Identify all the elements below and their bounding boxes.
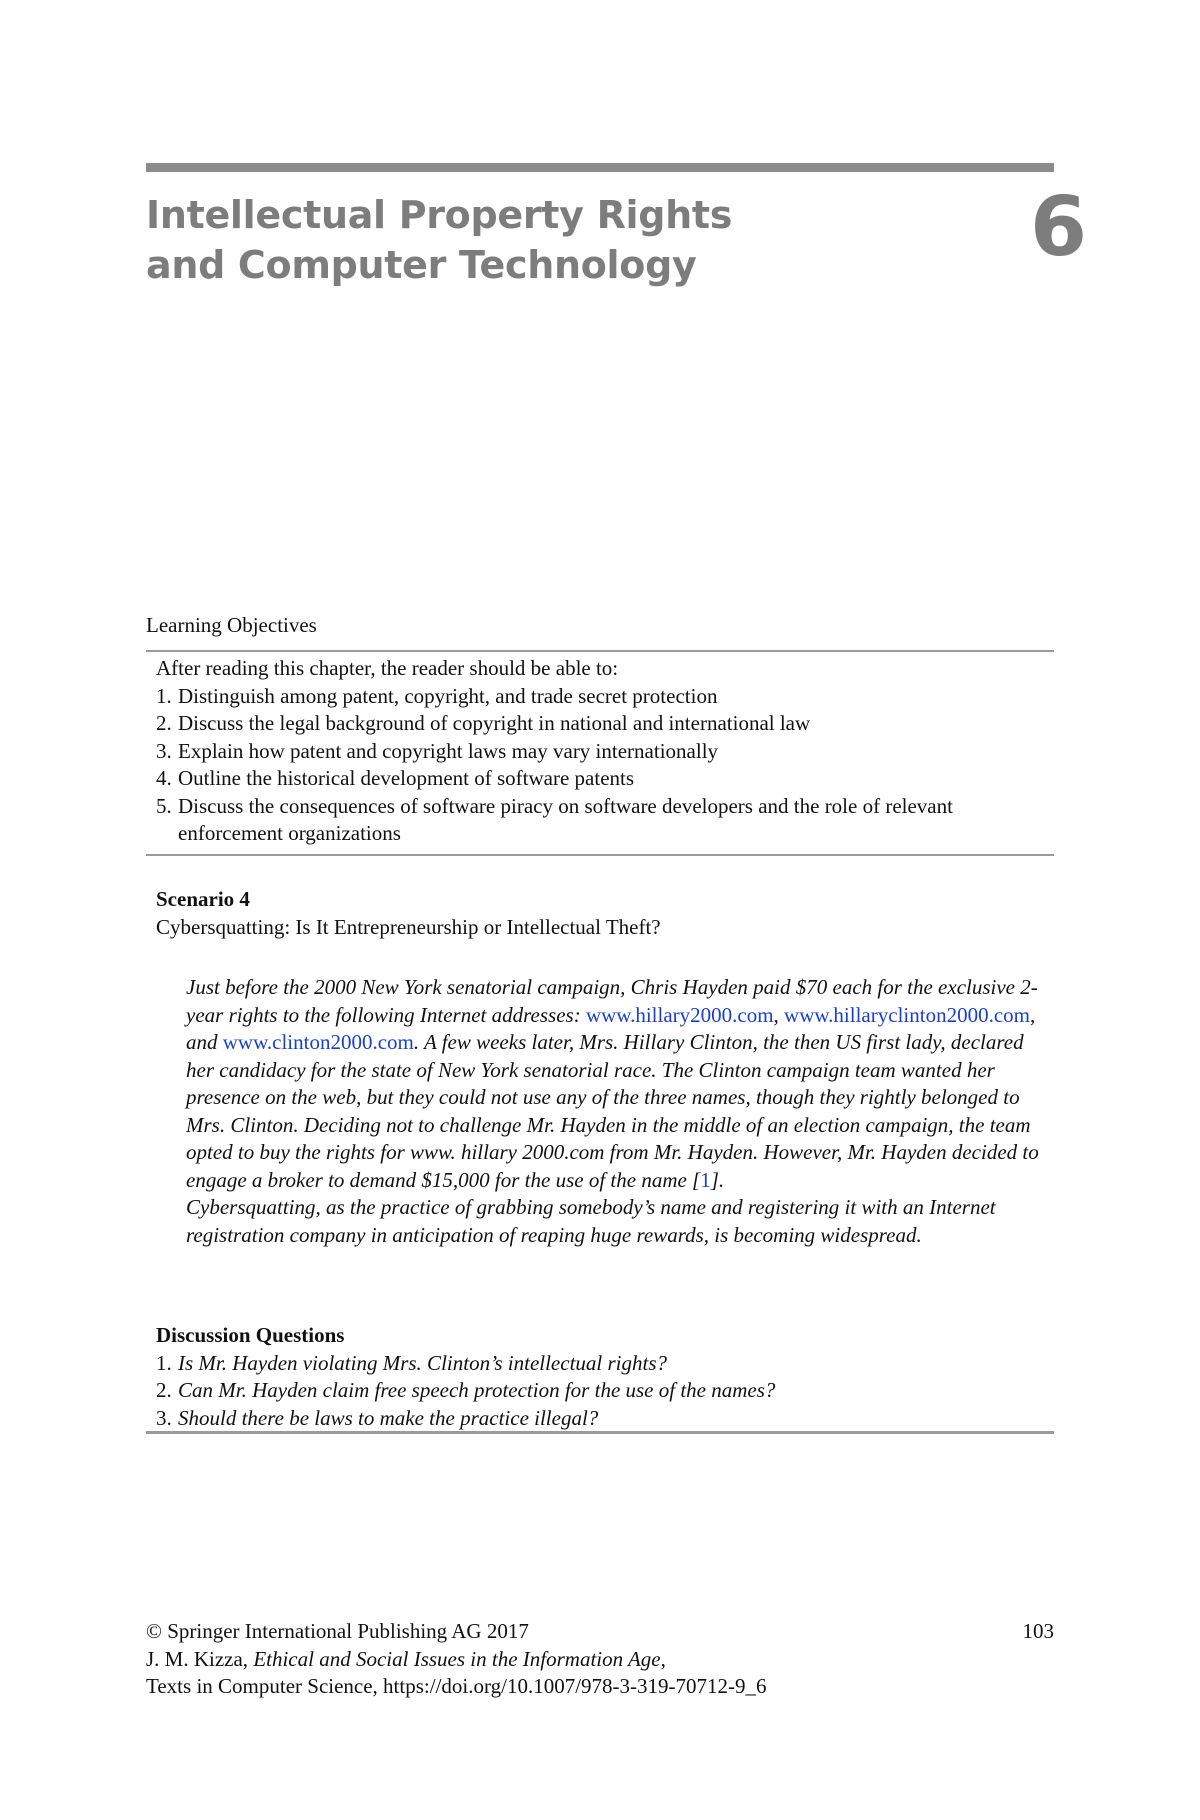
list-item [156, 765, 1052, 793]
list-item [156, 1405, 1052, 1433]
learning-objectives-label: Learning Objectives [146, 613, 317, 637]
citation-punct: , [660, 1646, 666, 1671]
scenario-text: ]. [710, 1167, 725, 1192]
discussion-questions [156, 1322, 1052, 1432]
learning-objectives-top-rule [146, 650, 1054, 652]
list-item-text: Should there be laws to make the practice illegal? [178, 1405, 599, 1430]
copyright-line: © Springer International Publishing AG 2017 [146, 1619, 529, 1643]
scenario-body [186, 974, 1052, 1249]
scenario-paragraph-1 [186, 974, 1052, 1194]
chapter-title-line-2: and Computer Technology [146, 243, 697, 287]
list-item-number: 2. [156, 1378, 172, 1402]
scenario-header [156, 886, 1052, 941]
series-doi-line: Texts in Computer Science, https://doi.org/10.1007/978-3-319-70712-9_6 [146, 1674, 767, 1698]
list-item-number: 2. [156, 711, 172, 735]
list-item [156, 710, 1052, 738]
citation-line [146, 1646, 1054, 1674]
list-item-number: 1. [156, 1350, 172, 1375]
chapter-title [146, 190, 906, 290]
citation-author: J. M. Kizza, [146, 1646, 254, 1671]
scenario-text: Just before the 2000 New York senatorial campaign, Chris Hayden paid $70 each for the exclusive 2-year rights to the following Internet addresses: [186, 975, 1038, 1027]
link-clinton2000[interactable]: www.clinton2000.com [222, 1030, 414, 1054]
scenario-text: , [773, 1002, 785, 1027]
citation-book-title: Ethical and Social Issues in the Information Age [253, 1646, 661, 1671]
list-item [156, 738, 1052, 766]
learning-objectives-bottom-rule [146, 854, 1054, 856]
list-item-text: Can Mr. Hayden claim free speech protection for the use of the names? [178, 1378, 776, 1402]
scenario-subtitle: Cybersquatting: Is It Entrepreneurship or Intellectual Theft? [156, 914, 661, 939]
list-item-text: Discuss the consequences of software piracy on software developers and the role of relevant enforcement organizations [178, 793, 953, 845]
discussion-bottom-rule [146, 1431, 1054, 1434]
discussion-questions-title: Discussion Questions [156, 1323, 345, 1347]
learning-objectives-box [156, 655, 1052, 848]
list-item-number: 3. [156, 1405, 172, 1430]
page-number: 103 [1022, 1619, 1054, 1643]
learning-objectives-intro: After reading this chapter, the reader should be able to: [156, 656, 619, 680]
learning-objectives-list [156, 683, 1052, 848]
list-item-number: 4. [156, 766, 172, 790]
list-item-text: Discuss the legal background of copyright in national and international law [178, 711, 811, 735]
list-item-text: Outline the historical development of software patents [178, 766, 635, 790]
list-item-text: Explain how patent and copyright laws may vary internationally [178, 738, 719, 763]
discussion-questions-list [156, 1350, 1052, 1433]
page-footer [146, 1618, 1054, 1701]
scenario-text: , and [186, 1002, 1036, 1054]
list-item-number: 5. [156, 793, 172, 818]
list-item [156, 1377, 1052, 1405]
link-hillaryclinton2000[interactable]: www.hillaryclinton2000.com [784, 1002, 1030, 1027]
list-item-number: 1. [156, 683, 172, 708]
list-item [156, 683, 1052, 711]
link-hillary2000[interactable]: www.hillary2000.com [585, 1002, 774, 1027]
chapter-title-line-1: Intellectual Property Rights [146, 193, 733, 237]
list-item-text: Is Mr. Hayden violating Mrs. Clinton’s intellectual rights? [178, 1350, 668, 1375]
scenario-title: Scenario 4 [156, 887, 250, 911]
list-item [156, 1350, 1052, 1378]
chapter-top-rule [146, 163, 1054, 172]
list-item-text: Distinguish among patent, copyright, and trade secret protection [178, 683, 718, 708]
list-item-number: 3. [156, 738, 172, 763]
scenario-paragraph-2: Cybersquatting, as the practice of grabbing somebody’s name and registering it with an Internet registration company in anticipation of reaping huge rewards, is becoming widespread. [186, 1195, 996, 1247]
reference-link[interactable]: 1 [700, 1167, 711, 1192]
scenario-text: . A few weeks later, Mrs. Hillary Clinton, the then US first lady, declared her candidacy for the state of New York senatorial race. The Clinton campaign team wanted her presence on the web, but they could not use any of the three names, though they rightly belonged to Mrs. Clinton. Deciding not to challenge Mr. Hayden in the middle of an election campaign, the team opted to buy the rights for www. hillary 2000.com from Mr. Hayden. However, Mr. Hayden decided to engage a broker to demand $15,000 for the use of the name [ [186, 1030, 1039, 1192]
chapter-number: 6 [1030, 180, 1088, 275]
list-item [156, 793, 1052, 848]
